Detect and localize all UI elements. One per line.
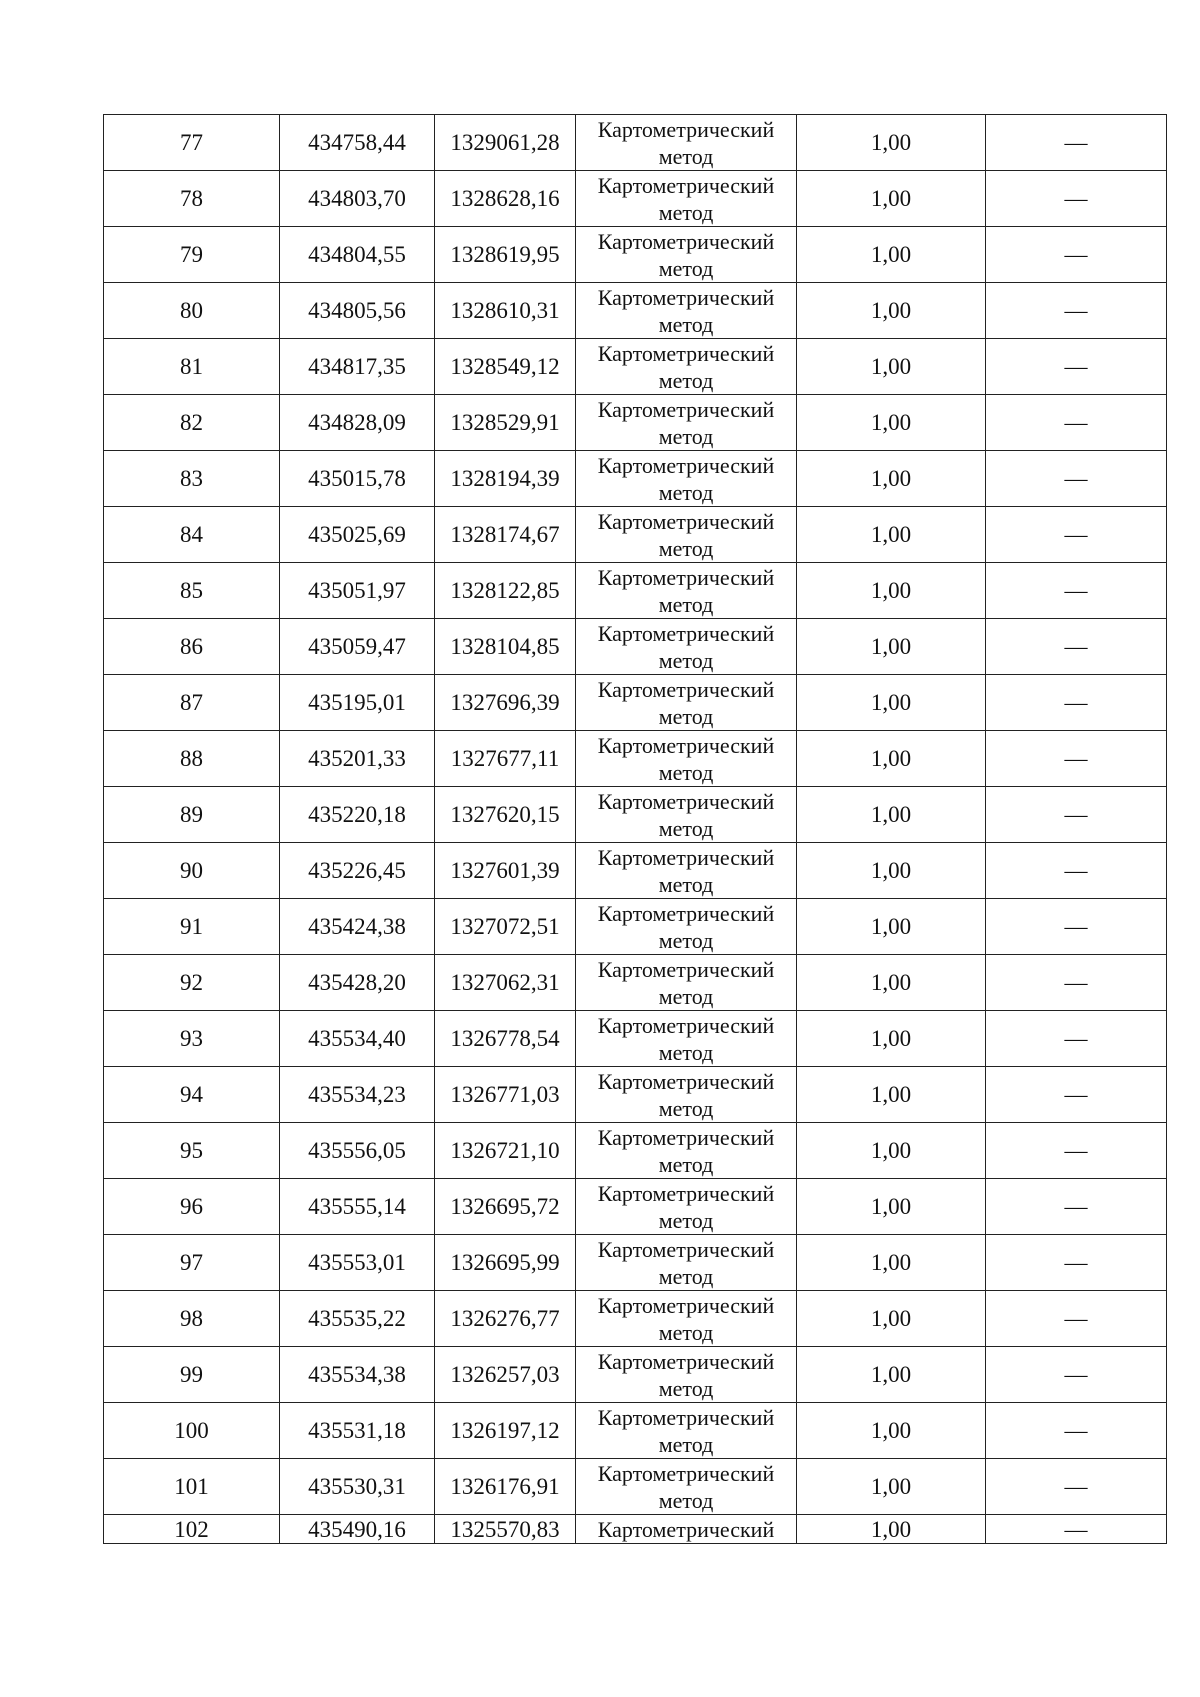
method-text: Картометрический метод	[597, 900, 775, 953]
coordinate-x-cell: 435534,38	[280, 1347, 435, 1403]
dash-mark: —	[1064, 521, 1088, 547]
coordinate-y-cell: 1328122,85	[435, 563, 576, 619]
coordinate-x-cell: 435534,23	[280, 1067, 435, 1123]
method-cell	[576, 227, 797, 283]
table-row	[104, 675, 1167, 731]
method-text: Картометрический метод	[597, 1012, 775, 1065]
accuracy-cell: 1,00	[797, 563, 986, 619]
coordinate-y-cell: 1328194,39	[435, 451, 576, 507]
table-row	[104, 283, 1167, 339]
accuracy-cell: 1,00	[797, 507, 986, 563]
dash-mark: —	[1064, 1025, 1088, 1051]
method-text: Картометрический метод	[597, 396, 775, 449]
dash-mark: —	[1064, 409, 1088, 435]
method-text: Картометрический метод	[597, 676, 775, 729]
accuracy-cell: 1,00	[797, 843, 986, 899]
table-row	[104, 1291, 1167, 1347]
point-number-cell: 93	[104, 1011, 280, 1067]
coordinate-y-cell: 1328174,67	[435, 507, 576, 563]
accuracy-cell: 1,00	[797, 955, 986, 1011]
dash-mark: —	[1064, 745, 1088, 771]
point-number-cell: 79	[104, 227, 280, 283]
method-cell	[576, 787, 797, 843]
accuracy-cell: 1,00	[797, 619, 986, 675]
coordinate-x-cell: 435195,01	[280, 675, 435, 731]
method-text: Картометрический метод	[597, 284, 775, 337]
note-cell	[986, 1459, 1167, 1515]
point-number-cell: 80	[104, 283, 280, 339]
coordinate-y-cell: 1326257,03	[435, 1347, 576, 1403]
note-cell	[986, 1403, 1167, 1459]
method-text: Картометрический метод	[597, 1460, 775, 1513]
method-cell	[576, 1347, 797, 1403]
coordinate-y-cell: 1327062,31	[435, 955, 576, 1011]
method-cell	[576, 731, 797, 787]
coordinate-y-cell: 1326276,77	[435, 1291, 576, 1347]
method-text: Картометрический метод	[597, 1404, 775, 1457]
point-number-cell: 90	[104, 843, 280, 899]
dash-mark: —	[1064, 1193, 1088, 1219]
coordinate-x-cell: 435424,38	[280, 899, 435, 955]
method-cell	[576, 1403, 797, 1459]
method-cell	[576, 1459, 797, 1515]
coordinate-y-cell: 1326778,54	[435, 1011, 576, 1067]
table-row	[104, 1011, 1167, 1067]
note-cell	[986, 955, 1167, 1011]
coordinate-x-cell: 435555,14	[280, 1179, 435, 1235]
method-cell	[576, 899, 797, 955]
table-row	[104, 227, 1167, 283]
accuracy-cell: 1,00	[797, 1179, 986, 1235]
point-number-cell: 95	[104, 1123, 280, 1179]
note-cell	[986, 339, 1167, 395]
dash-mark: —	[1064, 1361, 1088, 1387]
coordinate-x-cell: 435059,47	[280, 619, 435, 675]
accuracy-cell: 1,00	[797, 115, 986, 171]
accuracy-cell: 1,00	[797, 1235, 986, 1291]
method-text: Картометрический метод	[597, 1068, 775, 1121]
note-cell	[986, 227, 1167, 283]
method-cell	[576, 507, 797, 563]
point-number-cell: 77	[104, 115, 280, 171]
method-text: Картометрический метод	[597, 172, 775, 225]
dash-mark: —	[1064, 913, 1088, 939]
coordinate-y-cell: 1327696,39	[435, 675, 576, 731]
dash-mark: —	[1064, 577, 1088, 603]
note-cell	[986, 283, 1167, 339]
method-text: Картометрический метод	[597, 620, 775, 673]
coordinate-x-cell: 434817,35	[280, 339, 435, 395]
coordinate-y-cell: 1325570,83	[435, 1515, 576, 1544]
accuracy-cell: 1,00	[797, 1347, 986, 1403]
table-row	[104, 1347, 1167, 1403]
dash-mark: —	[1064, 1081, 1088, 1107]
coordinate-x-cell: 434803,70	[280, 171, 435, 227]
dash-mark: —	[1064, 689, 1088, 715]
table-row	[104, 899, 1167, 955]
method-cell	[576, 1291, 797, 1347]
table-row	[104, 1123, 1167, 1179]
table-row	[104, 451, 1167, 507]
dash-mark: —	[1064, 857, 1088, 883]
point-number-cell: 82	[104, 395, 280, 451]
note-cell	[986, 1123, 1167, 1179]
dash-mark: —	[1064, 241, 1088, 267]
coordinate-y-cell: 1328104,85	[435, 619, 576, 675]
note-cell	[986, 1067, 1167, 1123]
note-cell	[986, 787, 1167, 843]
method-cell	[576, 619, 797, 675]
note-cell	[986, 899, 1167, 955]
method-cell	[576, 115, 797, 171]
note-cell	[986, 563, 1167, 619]
accuracy-cell: 1,00	[797, 171, 986, 227]
dash-mark: —	[1064, 633, 1088, 659]
method-text: Картометрический метод	[597, 452, 775, 505]
accuracy-cell: 1,00	[797, 227, 986, 283]
method-text: Картометрический метод	[597, 1180, 775, 1233]
method-text: Картометрический метод	[597, 788, 775, 841]
method-cell	[576, 1011, 797, 1067]
accuracy-cell: 1,00	[797, 451, 986, 507]
coordinate-y-cell: 1328610,31	[435, 283, 576, 339]
note-cell	[986, 619, 1167, 675]
coordinate-x-cell: 435534,40	[280, 1011, 435, 1067]
method-cell	[576, 171, 797, 227]
accuracy-cell: 1,00	[797, 339, 986, 395]
accuracy-cell: 1,00	[797, 675, 986, 731]
point-number-cell: 89	[104, 787, 280, 843]
coordinate-y-cell: 1328549,12	[435, 339, 576, 395]
method-cell	[576, 395, 797, 451]
point-number-cell: 102	[104, 1515, 280, 1544]
point-number-cell: 91	[104, 899, 280, 955]
coordinate-x-cell: 435428,20	[280, 955, 435, 1011]
note-cell	[986, 115, 1167, 171]
table-row	[104, 731, 1167, 787]
accuracy-cell: 1,00	[797, 1403, 986, 1459]
point-number-cell: 87	[104, 675, 280, 731]
dash-mark: —	[1064, 185, 1088, 211]
dash-mark: —	[1064, 1516, 1088, 1542]
dash-mark: —	[1064, 801, 1088, 827]
table-row	[104, 619, 1167, 675]
point-number-cell: 97	[104, 1235, 280, 1291]
coordinate-y-cell: 1328619,95	[435, 227, 576, 283]
coordinate-y-cell: 1326721,10	[435, 1123, 576, 1179]
note-cell	[986, 1179, 1167, 1235]
coordinate-x-cell: 435553,01	[280, 1235, 435, 1291]
table-row	[104, 787, 1167, 843]
table-row	[104, 1067, 1167, 1123]
method-cell	[576, 283, 797, 339]
coordinate-x-cell: 435535,22	[280, 1291, 435, 1347]
coordinate-y-cell: 1326695,99	[435, 1235, 576, 1291]
coordinate-x-cell: 434758,44	[280, 115, 435, 171]
coordinate-x-cell: 435025,69	[280, 507, 435, 563]
coordinate-x-cell: 435015,78	[280, 451, 435, 507]
coordinate-y-cell: 1326197,12	[435, 1403, 576, 1459]
point-number-cell: 86	[104, 619, 280, 675]
coordinate-x-cell: 435556,05	[280, 1123, 435, 1179]
dash-mark: —	[1064, 1249, 1088, 1275]
accuracy-cell: 1,00	[797, 1515, 986, 1544]
coordinate-y-cell: 1327677,11	[435, 731, 576, 787]
table-body	[104, 115, 1167, 1544]
method-text: Картометрический метод	[597, 1236, 775, 1289]
coordinates-table	[103, 114, 1167, 1544]
note-cell	[986, 1291, 1167, 1347]
note-cell	[986, 171, 1167, 227]
method-text: Картометрический метод	[597, 340, 775, 393]
point-number-cell: 84	[104, 507, 280, 563]
method-cell	[576, 339, 797, 395]
coordinate-y-cell: 1327620,15	[435, 787, 576, 843]
table-row	[104, 339, 1167, 395]
method-text: Картометрический метод	[597, 956, 775, 1009]
point-number-cell: 94	[104, 1067, 280, 1123]
accuracy-cell: 1,00	[797, 1067, 986, 1123]
dash-mark: —	[1064, 969, 1088, 995]
coordinate-y-cell: 1326771,03	[435, 1067, 576, 1123]
note-cell	[986, 1515, 1167, 1544]
dash-mark: —	[1064, 465, 1088, 491]
method-text: Картометрический метод	[597, 732, 775, 785]
method-text: Картометрический метод	[597, 564, 775, 617]
note-cell	[986, 1235, 1167, 1291]
table-row	[104, 1235, 1167, 1291]
method-cell	[576, 563, 797, 619]
note-cell	[986, 843, 1167, 899]
point-number-cell: 92	[104, 955, 280, 1011]
note-cell	[986, 451, 1167, 507]
note-cell	[986, 395, 1167, 451]
coordinate-y-cell: 1328529,91	[435, 395, 576, 451]
point-number-cell: 100	[104, 1403, 280, 1459]
table-row	[104, 1403, 1167, 1459]
accuracy-cell: 1,00	[797, 1123, 986, 1179]
method-text: Картометрический метод	[597, 508, 775, 561]
method-cell	[576, 1067, 797, 1123]
dash-mark: —	[1064, 129, 1088, 155]
point-number-cell: 99	[104, 1347, 280, 1403]
accuracy-cell: 1,00	[797, 899, 986, 955]
coordinate-x-cell: 434804,55	[280, 227, 435, 283]
method-text: Картометрический метод	[597, 228, 775, 281]
point-number-cell: 88	[104, 731, 280, 787]
dash-mark: —	[1064, 297, 1088, 323]
table-row	[104, 1515, 1167, 1544]
point-number-cell: 85	[104, 563, 280, 619]
dash-mark: —	[1064, 1137, 1088, 1163]
coordinate-y-cell: 1327072,51	[435, 899, 576, 955]
method-cell	[576, 1179, 797, 1235]
dash-mark: —	[1064, 1417, 1088, 1443]
point-number-cell: 96	[104, 1179, 280, 1235]
coordinate-x-cell: 435531,18	[280, 1403, 435, 1459]
method-cell: Картометрический	[576, 1515, 797, 1544]
coordinate-x-cell: 435490,16	[280, 1515, 435, 1544]
point-number-cell: 98	[104, 1291, 280, 1347]
accuracy-cell: 1,00	[797, 731, 986, 787]
method-text: Картометрический метод	[597, 844, 775, 897]
method-cell	[576, 1235, 797, 1291]
dash-mark: —	[1064, 1473, 1088, 1499]
method-text: Картометрический метод	[597, 116, 775, 169]
coordinate-x-cell: 435226,45	[280, 843, 435, 899]
method-text: Картометрический метод	[597, 1292, 775, 1345]
coordinate-y-cell: 1329061,28	[435, 115, 576, 171]
table-row	[104, 395, 1167, 451]
method-cell	[576, 955, 797, 1011]
coordinate-y-cell: 1326176,91	[435, 1459, 576, 1515]
note-cell	[986, 1011, 1167, 1067]
note-cell	[986, 1347, 1167, 1403]
accuracy-cell: 1,00	[797, 395, 986, 451]
accuracy-cell: 1,00	[797, 1011, 986, 1067]
table-row	[104, 1459, 1167, 1515]
coordinate-x-cell: 435051,97	[280, 563, 435, 619]
coordinate-x-cell: 435220,18	[280, 787, 435, 843]
dash-mark: —	[1064, 353, 1088, 379]
point-number-cell: 101	[104, 1459, 280, 1515]
point-number-cell: 78	[104, 171, 280, 227]
coordinate-y-cell: 1326695,72	[435, 1179, 576, 1235]
table-row	[104, 507, 1167, 563]
note-cell	[986, 675, 1167, 731]
method-cell	[576, 451, 797, 507]
coordinate-x-cell: 435201,33	[280, 731, 435, 787]
coordinate-x-cell: 434805,56	[280, 283, 435, 339]
method-cell	[576, 843, 797, 899]
note-cell	[986, 507, 1167, 563]
coordinate-y-cell: 1327601,39	[435, 843, 576, 899]
coordinate-x-cell: 434828,09	[280, 395, 435, 451]
table-row	[104, 115, 1167, 171]
accuracy-cell: 1,00	[797, 787, 986, 843]
accuracy-cell: 1,00	[797, 283, 986, 339]
accuracy-cell: 1,00	[797, 1459, 986, 1515]
table-row	[104, 955, 1167, 1011]
table-row	[104, 563, 1167, 619]
method-text: Картометрический метод	[597, 1348, 775, 1401]
dash-mark: —	[1064, 1305, 1088, 1331]
table-row	[104, 171, 1167, 227]
method-text: Картометрический метод	[597, 1124, 775, 1177]
method-cell	[576, 1123, 797, 1179]
coordinate-x-cell: 435530,31	[280, 1459, 435, 1515]
point-number-cell: 81	[104, 339, 280, 395]
accuracy-cell: 1,00	[797, 1291, 986, 1347]
table-row	[104, 843, 1167, 899]
note-cell	[986, 731, 1167, 787]
table-row	[104, 1179, 1167, 1235]
method-cell	[576, 675, 797, 731]
point-number-cell: 83	[104, 451, 280, 507]
coordinate-y-cell: 1328628,16	[435, 171, 576, 227]
